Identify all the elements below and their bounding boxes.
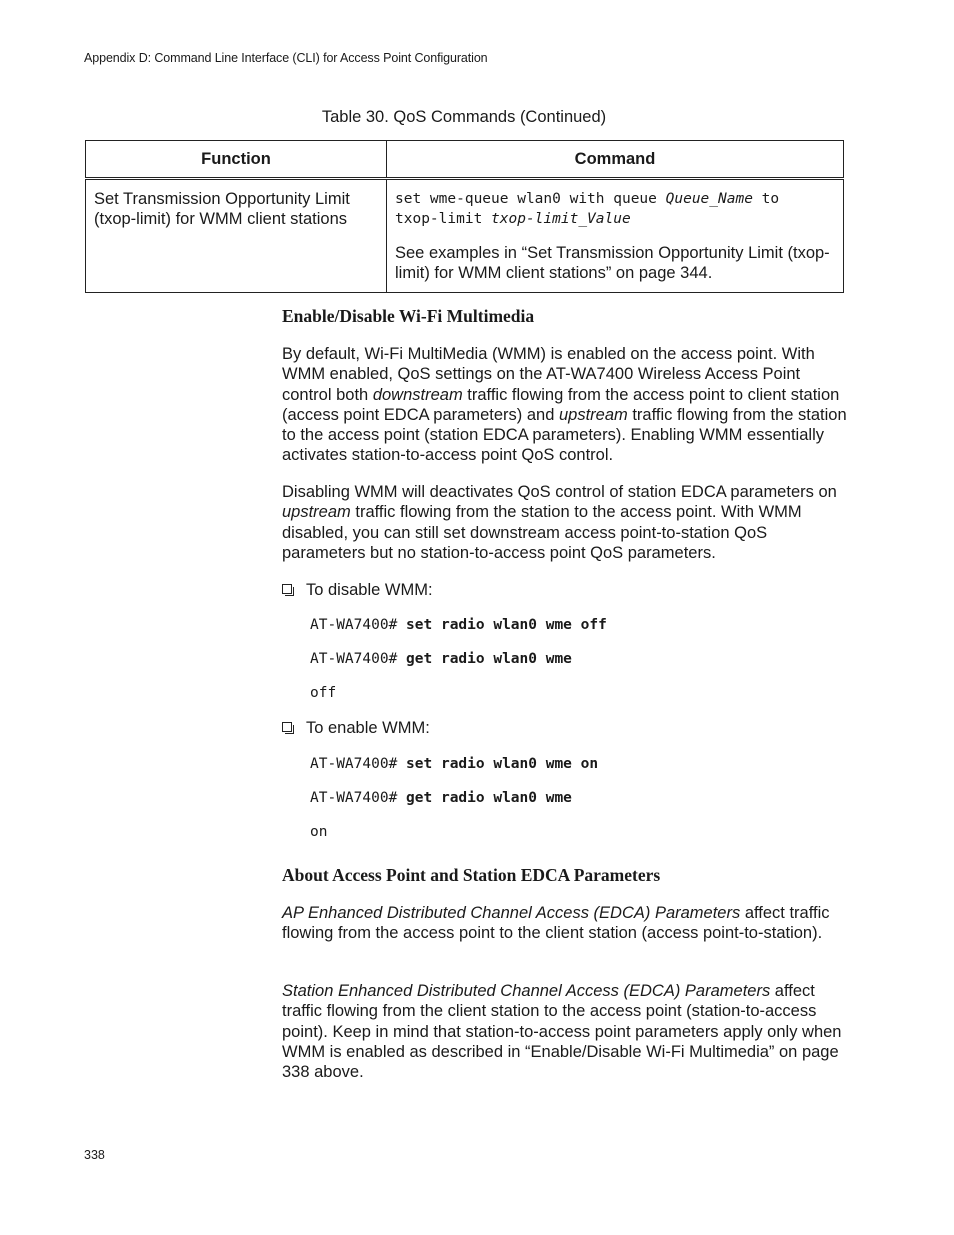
page-number: 338 xyxy=(84,1148,105,1162)
paragraph-ap-edca xyxy=(282,903,847,944)
emphasis: upstream xyxy=(558,405,628,424)
text: traffic flowing from the access point to client station (access point EDCA parameters) and xyxy=(282,385,840,424)
cli-command: get radio wlan0 wme xyxy=(406,651,572,667)
command-text: txop-limit xyxy=(395,211,492,227)
bullet-label: To enable WMM: xyxy=(306,719,430,737)
bullet-enable-wmm xyxy=(282,719,430,738)
function-cell: Set Transmission Opportunity Limit (txop-limit) for WMM client stations xyxy=(86,179,387,293)
paragraph-station-edca xyxy=(282,981,847,1082)
code-line xyxy=(310,756,598,772)
cli-prompt: AT-WA7400# xyxy=(310,790,398,806)
code-output: off xyxy=(310,685,337,701)
command-note: See examples in “Set Transmission Opportunity Limit (txop-limit) for WMM client stations” on page 344. xyxy=(395,244,830,282)
text: affect traffic flowing from the client station to the access point (station-to-access point). Keep in mind that station-to-access point parameters apply only when WMM is enabled as described in “Enable/Disable Wi-Fi Multimedia” on page 338 above. xyxy=(282,982,842,1082)
code-line xyxy=(310,790,572,806)
command-syntax xyxy=(395,189,835,229)
cli-command: get radio wlan0 wme xyxy=(406,790,572,806)
checkbox-bullet-icon xyxy=(282,584,292,594)
emphasis: upstream xyxy=(282,503,351,522)
text: By default, Wi-Fi MultiMedia (WMM) is enabled on the access point. With WMM enabled, QoS settings on the AT-WA7400 Wireless Access Point control both xyxy=(282,345,815,404)
cli-command: set radio wlan0 wme off xyxy=(406,617,607,633)
command-text: to xyxy=(752,191,780,207)
section-heading-edca: About Access Point and Station EDCA Parameters xyxy=(282,865,661,885)
cli-prompt: AT-WA7400# xyxy=(310,651,398,667)
section-heading-wmm: Enable/Disable Wi-Fi Multimedia xyxy=(282,306,535,326)
cli-prompt: AT-WA7400# xyxy=(310,617,398,633)
text: affect traffic flowing from the access point to the client station (access point-to-station). xyxy=(282,904,830,943)
column-header-command: Command xyxy=(387,141,844,179)
command-cell xyxy=(387,179,844,293)
bullet-label: To disable WMM: xyxy=(306,581,433,599)
command-variable: txop-limit_Value xyxy=(491,211,631,227)
command-text: set wme-queue wlan0 with queue xyxy=(395,191,666,207)
table-row xyxy=(86,179,844,293)
command-variable: Queue_Name xyxy=(665,191,753,207)
emphasis: downstream xyxy=(372,385,463,404)
emphasis: Station Enhanced Distributed Channel Access (EDCA) Parameters xyxy=(282,982,771,1000)
running-head: Appendix D: Command Line Interface (CLI) for Access Point Configuration xyxy=(84,51,488,65)
checkbox-bullet-icon xyxy=(282,722,292,732)
qos-commands-table xyxy=(85,140,844,293)
table-header-row xyxy=(86,141,844,179)
cli-command: set radio wlan0 wme on xyxy=(406,756,599,772)
text: Disabling WMM will deactivates QoS control of station EDCA parameters on xyxy=(282,483,837,501)
column-header-function: Function xyxy=(86,141,387,179)
code-output: on xyxy=(310,824,328,840)
table-caption: Table 30. QoS Commands (Continued) xyxy=(321,108,607,126)
paragraph-wmm-disable xyxy=(282,482,847,563)
text: traffic flowing from the station to the access point (station EDCA parameters). Enabling WMM essentially activates station-to-access point QoS control. xyxy=(282,405,847,465)
cli-prompt: AT-WA7400# xyxy=(310,756,398,772)
text: traffic flowing from the station to the access point. With WMM disabled, you can still set downstream access point-to-station QoS parameters but no station-to-access point QoS parameters. xyxy=(282,503,802,562)
code-line xyxy=(310,617,607,633)
paragraph-wmm-intro xyxy=(282,344,847,466)
emphasis: AP Enhanced Distributed Channel Access (EDCA) Parameters xyxy=(282,904,741,922)
code-line xyxy=(310,651,572,667)
bullet-disable-wmm xyxy=(282,581,433,600)
